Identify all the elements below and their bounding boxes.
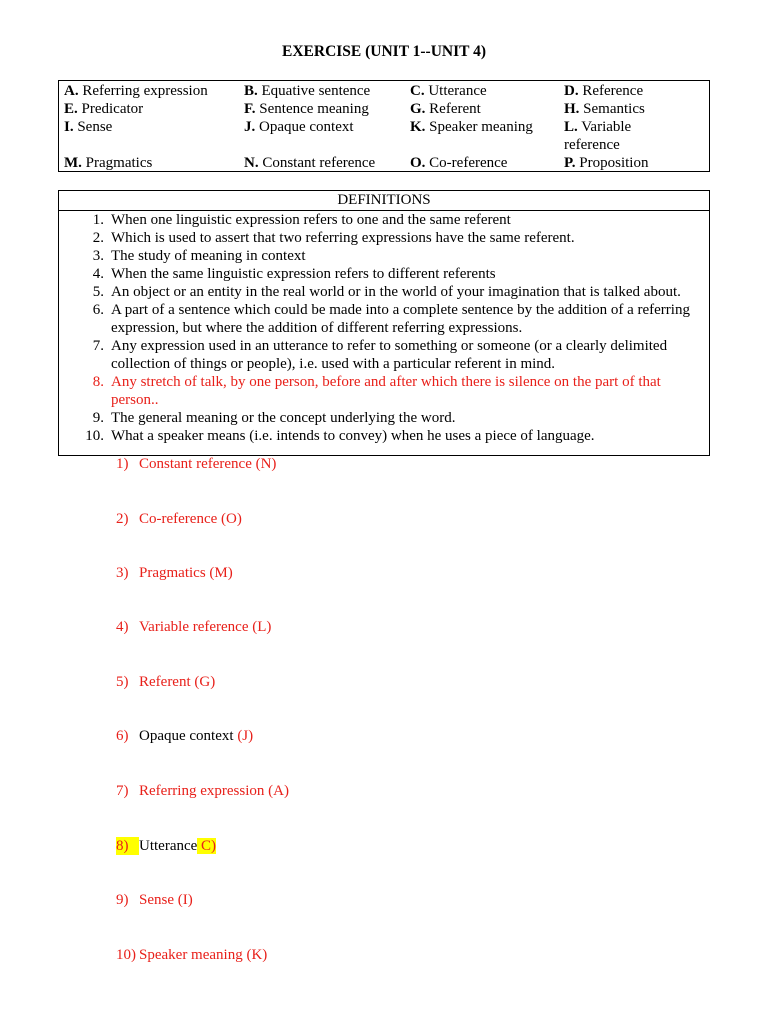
definitions-heading: DEFINITIONS — [59, 191, 709, 211]
answer-item: 7) Referring expression (A) — [116, 783, 289, 799]
answer-item: 4) Variable reference (L) — [116, 619, 272, 635]
definition-item: 4. When the same linguistic expression refers to different referents — [92, 266, 496, 282]
answer-item: 6) Opaque context (J) — [116, 728, 254, 744]
definition-item: 3. The study of meaning in context — [92, 248, 306, 264]
answer-item: 3) Pragmatics (M) — [116, 565, 233, 581]
answer-item: 10) Speaker meaning (K) — [116, 947, 268, 963]
answer-item: 9) Sense (I) — [116, 892, 193, 908]
answer-item: 2) Co-reference (O) — [116, 511, 242, 527]
term-f: F. Sentence meaning — [244, 101, 369, 117]
term-j: J. Opaque context — [244, 119, 354, 135]
answer-item: 8) Utterance C) — [116, 838, 217, 854]
definition-item: 5. An object or an entity in the real world or in the world of your imagination that is talked about. — [92, 284, 681, 300]
definition-item: 9. The general meaning or the concept underlying the word. — [92, 410, 456, 426]
definitions-list — [59, 211, 709, 445]
definitions-box — [58, 190, 710, 456]
term-g: G. Referent — [410, 101, 481, 117]
term-l: L. Variable — [564, 119, 632, 135]
term-d: D. Reference — [564, 83, 644, 99]
terms-box — [58, 80, 710, 172]
definition-item-highlighted: 8. Any stretch of talk, by one person, before and after which there is silence on the part of that person.. — [92, 374, 661, 408]
definition-item: 7. Any expression used in an utterance to refer to something or someone (or a clearly delimited collection of things or people), i.e. used with a particular referent in mind. — [92, 338, 668, 372]
definition-item: 2. Which is used to assert that two referring expressions have the same referent. — [92, 230, 575, 246]
term-e: E. Predicator — [64, 101, 144, 117]
definition-item: 10. What a speaker means (i.e. intends to convey) when he uses a piece of language. — [85, 428, 595, 444]
answer-item: 5) Referent (G) — [116, 674, 216, 690]
term-p: P. Proposition — [564, 155, 649, 171]
exercise-title: EXERCISE (UNIT 1--UNIT 4) — [282, 43, 486, 60]
term-a: A. Referring expression — [64, 83, 208, 99]
term-i: I. Sense — [64, 119, 113, 135]
term-k: K. Speaker meaning — [410, 119, 533, 135]
term-m: M. Pragmatics — [64, 155, 153, 171]
definition-item: 1. When one linguistic expression refers to one and the same referent — [92, 212, 511, 228]
definition-item: 6. A part of a sentence which could be made into a complete sentence by the addition of a referring expression, but where the addition of different referring expressions. — [92, 302, 690, 336]
term-n: N. Constant reference — [244, 155, 376, 171]
term-l-continued: reference — [564, 137, 620, 153]
term-b: B. Equative sentence — [244, 83, 371, 99]
term-h: H. Semantics — [564, 101, 645, 117]
term-c: C. Utterance — [410, 83, 487, 99]
answer-item: 1) Constant reference (N) — [116, 456, 277, 472]
term-o: O. Co-reference — [410, 155, 508, 171]
